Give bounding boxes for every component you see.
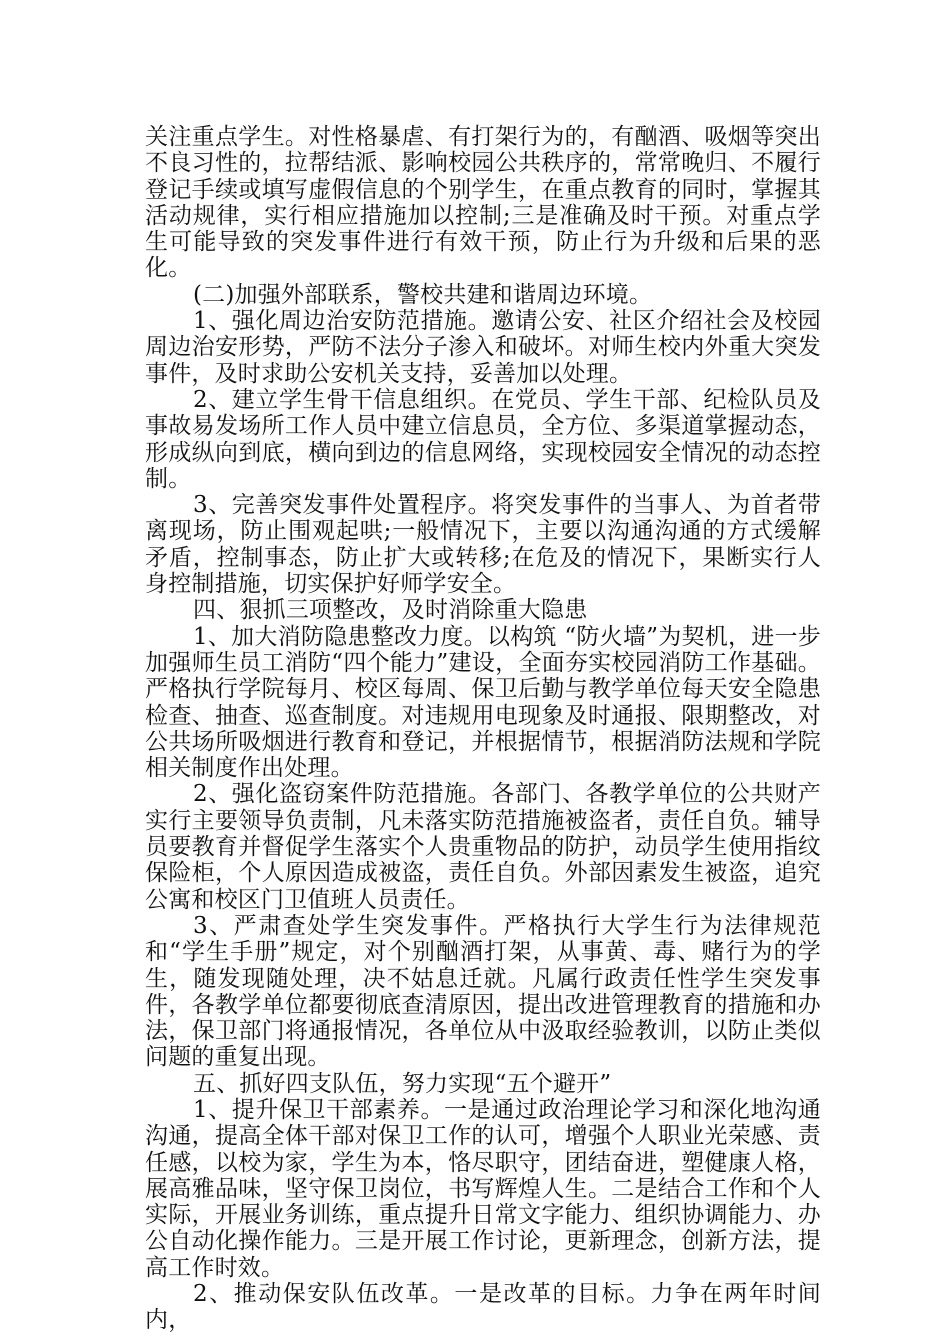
paragraph: 2、建立学生骨干信息组织。在党员、学生干部、纪检队员及事故易发场所工作人员中建立信息员，全方位、多渠道掌握动态，形成纵向到底，横向到边的信息网络，实现校园安全情况的动态控制。 xyxy=(145,386,821,492)
paragraph: 2、推动保安队伍改革。一是改革的目标。力争在两年时间内， xyxy=(145,1281,821,1334)
section-heading: 五、抓好四支队伍，努力实现“五个避开” xyxy=(193,1070,612,1097)
document-body xyxy=(145,124,821,1334)
section-heading: 四、狠抓三项整改，及时消除重大隐患 xyxy=(193,597,588,624)
paragraph: 3、完善突发事件处置程序。将突发事件的当事人、为首者带离现场，防止围观起哄;一般情况下，主要以沟通沟通的方式缓解矛盾，控制事态，防止扩大或转移;在危及的情况下，果断实行人身控制措施，切实保护好师学安全。 xyxy=(145,492,821,598)
section-heading: (二)加强外部联系，警校共建和谐周边环境。 xyxy=(193,281,653,308)
paragraph: 1、提升保卫干部素养。一是通过政治理论学习和深化地沟通沟通，提高全体干部对保卫工作的认可，增强个人职业光荣感、责任感，以校为家，学生为本，恪尽职守，团结奋进，塑健康人格，展高雅品味，坚守保卫岗位，书写辉煌人生。二是结合工作和个人实际，开展业务训练，重点提升日常文字能力、组织协调能力、办公自动化操作能力。三是开展工作讨论，更新理念，创新方法，提高工作时效。 xyxy=(145,1096,821,1281)
paragraph: 1、加大消防隐患整改力度。以构筑 “防火墙”为契机，进一步加强师生员工消防“四个能力”建设，全面夯实校园消防工作基础。严格执行学院每月、校区每周、保卫后勤与教学单位每天安全隐患检查、抽查、巡查制度。对违规用电现象及时通报、限期整改，对公共场所吸烟进行教育和登记，并根据情节，根据消防法规和学院相关制度作出处理。 xyxy=(145,623,821,782)
paragraph: 1、强化周边治安防范措施。邀请公安、社区介绍社会及校园周边治安形势，严防不法分子渗入和破坏。对师生校内外重大突发事件，及时求助公安机关支持，妥善加以处理。 xyxy=(145,308,821,387)
paragraph: 3、严肃查处学生突发事件。严格执行大学生行为法律规范和“学生手册”规定，对个别酗酒打架，从事黄、毒、赌行为的学生，随发现随处理，决不姑息迁就。凡属行政责任性学生突发事件，各教学单位都要彻底查清原因，提出改进管理教育的措施和办法，保卫部门将通报情况，各单位从中汲取经验教训，以防止类似问题的重复出现。 xyxy=(145,912,821,1071)
paragraph: 关注重点学生。对性格暴虐、有打架行为的，有酗酒、吸烟等突出不良习性的，拉帮结派、影响校园公共秩序的，常常晚归、不履行登记手续或填写虚假信息的个别学生，在重点教育的同时，掌握其活动规律，实行相应措施加以控制;三是准确及时干预。对重点学生可能导致的突发事件进行有效干预，防止行为升级和后果的恶化。 xyxy=(145,124,821,282)
paragraph: 2、强化盗窃案件防范措施。各部门、各教学单位的公共财产实行主要领导负责制，凡未落实防范措施被盗者，责任自负。辅导员要教育并督促学生落实个人贵重物品的防护，动员学生使用指纹保险柜，个人原因造成被盗，责任自负。外部因素发生被盗，追究公寓和校区门卫值班人员责任。 xyxy=(145,781,821,913)
